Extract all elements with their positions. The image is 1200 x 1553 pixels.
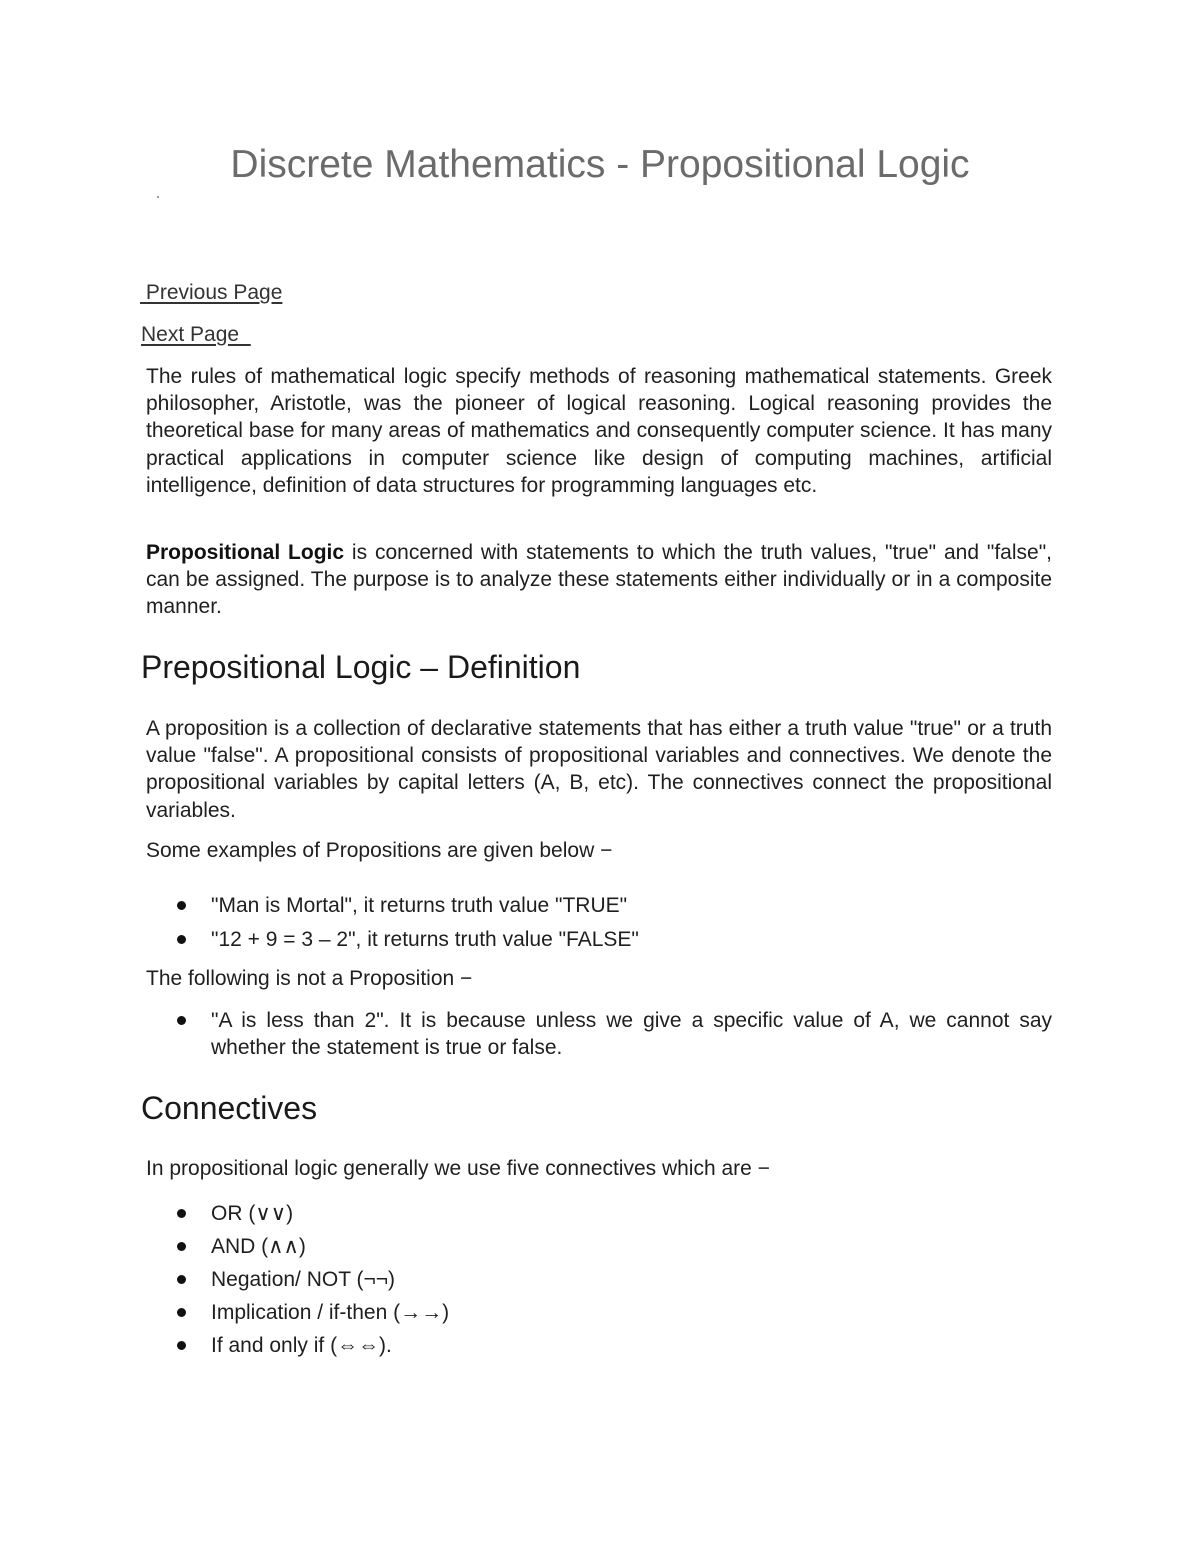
previous-page-link[interactable]: Previous Page [140, 281, 283, 304]
definition-heading: Prepositional Logic – Definition [141, 649, 581, 685]
bullet-icon [177, 901, 186, 910]
examples-list [146, 892, 1052, 953]
connective-iff: If and only if (⇔⇔). [211, 1334, 392, 1357]
list-item [146, 1007, 1052, 1061]
connective-implication: Implication / if-then (→→) [211, 1301, 450, 1324]
bullet-icon [177, 1275, 186, 1284]
stray-dot [157, 196, 159, 198]
next-page-link[interactable]: Next Page [141, 323, 251, 346]
propositional-logic-paragraph [146, 539, 1052, 621]
bullet-icon [177, 1308, 186, 1317]
bullet-icon [177, 1209, 186, 1218]
list-item [146, 1266, 1052, 1293]
connective-and: AND (∧∧) [211, 1235, 306, 1258]
list-item [146, 1299, 1052, 1326]
list-item [146, 892, 1052, 919]
bullet-icon [177, 1016, 186, 1025]
non-examples-list [146, 1007, 1052, 1061]
non-example-text: "A is less than 2". It is because unless we give a specific value of A, we cannot say whether the statement is true or false. [211, 1009, 1052, 1059]
connective-not: Negation/ NOT (¬¬) [211, 1268, 396, 1291]
example-text: "12 + 9 = 3 – 2", it returns truth value "FALSE" [211, 928, 639, 951]
connective-or: OR (∨∨) [211, 1202, 294, 1225]
bullet-icon [177, 1242, 186, 1251]
list-item [146, 1200, 1052, 1227]
propositional-logic-term: Propositional Logic [146, 541, 345, 564]
non-proposition-intro: The following is not a Proposition − [146, 967, 473, 990]
list-item [146, 926, 1052, 953]
propositional-logic-description: is concerned with statements to which the truth values, "true" and "false", can be assigned. The purpose is to analyze these statements either individually or in a composite manner. [146, 541, 1052, 619]
bullet-icon [177, 935, 186, 944]
list-item [146, 1233, 1052, 1260]
example-text: "Man is Mortal", it returns truth value "TRUE" [211, 894, 628, 917]
connectives-list [146, 1200, 1052, 1359]
intro-paragraph: The rules of mathematical logic specify methods of reasoning mathematical statements. Greek philosopher, Aristotle, was the pioneer of logical reasoning. Logical reasoning provides the theoretical base for many areas of mathematics and consequently computer science. It has many practical applications in computer science like design of computing machines, artificial intelligence, definition of data structures for programming languages etc. [146, 365, 1052, 497]
examples-intro: Some examples of Propositions are given below − [146, 839, 613, 862]
connectives-intro: In propositional logic generally we use five connectives which are − [146, 1157, 770, 1180]
connectives-heading: Connectives [141, 1090, 318, 1126]
list-item [146, 1332, 1052, 1359]
bullet-icon [177, 1341, 186, 1350]
page-title: Discrete Mathematics - Propositional Logic [230, 143, 970, 186]
definition-paragraph: A proposition is a collection of declarative statements that has either a truth value "true" or a truth value "false". A propositional consists of propositional variables and connectives. We denote the propositional variables by capital letters (A, B, etc). The connectives connect the propositional variables. [146, 717, 1052, 822]
